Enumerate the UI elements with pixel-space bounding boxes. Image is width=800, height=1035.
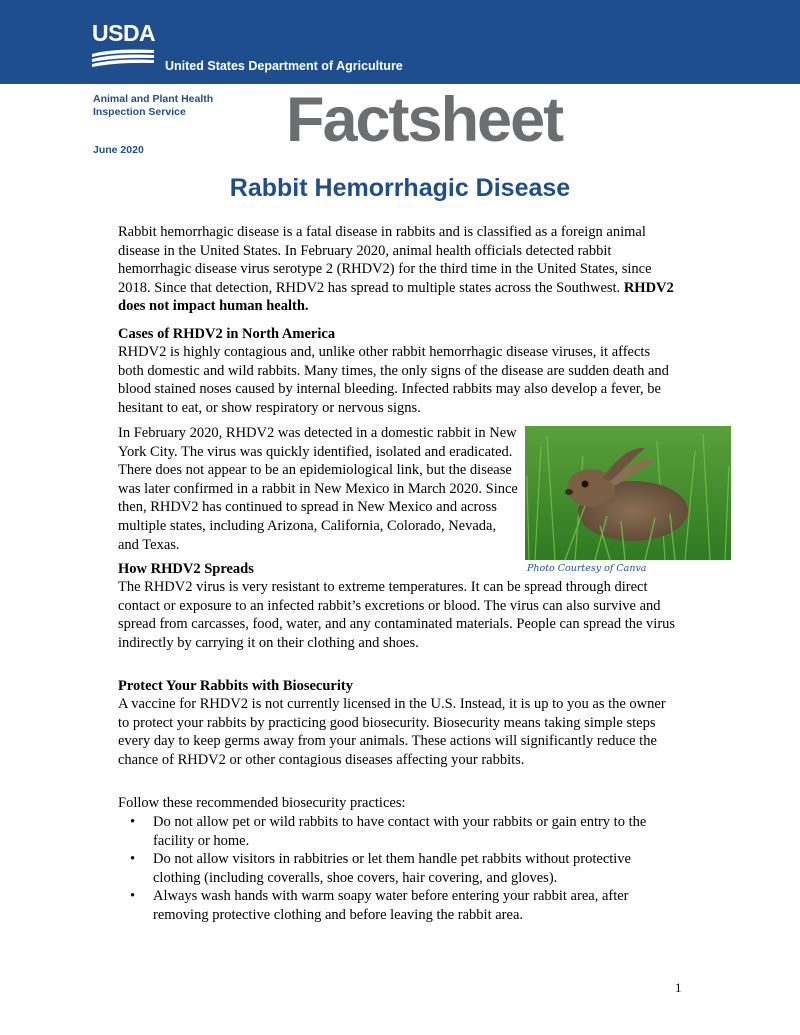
publication-date: June 2020 (93, 144, 144, 156)
bullet-icon: • (130, 851, 136, 868)
intro-paragraph (118, 223, 678, 316)
practices-intro: Follow these recommended biosecurity practices: (118, 795, 406, 811)
list-item (118, 850, 678, 887)
rabbit-in-grass-image (525, 426, 731, 560)
bullet-icon: • (130, 888, 136, 905)
cases-heading: Cases of RHDV2 in North America (118, 326, 336, 342)
list-item-text: Always wash hands with warm soapy water before entering your rabbit area, after removing protective clothing and before leaving the rabbit area. (153, 888, 629, 923)
cases-paragraph-2: In February 2020, RHDV2 was detected in a domestic rabbit in New York City. The virus was quickly identified, isolated and eradicated. There does not appear to be an epidemiological link, but the disease was later confirmed in a rabbit in New Mexico in March 2020. Since then, RHDV2 has continued to spread in New Mexico and across multiple states, including Arizona, California, Colorado, Nevada, and Texas. (118, 425, 518, 553)
header-banner (0, 0, 800, 84)
biosecurity-paragraph: A vaccine for RHDV2 is not currently licensed in the U.S. Instead, it is up to you as the owner to protect your rabbits by practicing good biosecurity. Biosecurity means taking simple steps every day to keep germs away from your animals. These actions will significantly reduce the chance of RHDV2 or other contagious diseases affecting your rabbits. (118, 696, 666, 768)
biosecurity-heading: Protect Your Rabbits with Biosecurity (118, 678, 353, 694)
page-number: 1 (675, 980, 682, 995)
practices-list (118, 813, 678, 925)
intro-bold-statement: RHDV2 does not impact human health. (118, 279, 674, 315)
bullet-icon: • (130, 814, 136, 830)
usda-logo-text: USDA (92, 20, 156, 46)
spreads-text: The RHDV2 virus is very resistant to extreme temperatures. It can be spread through direct contact or exposure to an infected rabbit’s excretions or blood. The virus can also survive and spread from carcasses, food, water, and any contaminated materials. People can spread the virus indirectly by carrying it on their clothing and shoes. (118, 579, 676, 651)
photo-caption: Photo Courtesy of Canva (527, 563, 647, 574)
agency-name: Animal and Plant Health Inspection Service (93, 93, 214, 118)
list-item-text: Do not allow pet or wild rabbits to have contact with your rabbits or gain entry to the facility or home. (153, 814, 647, 849)
spreads-paragraph (118, 578, 678, 652)
list-item (118, 813, 678, 850)
doc-type-heading: Factsheet (286, 85, 563, 155)
department-name: United States Department of Agriculture (165, 59, 403, 73)
page-title: Rabbit Hemorrhagic Disease (229, 174, 571, 202)
cases-paragraph-1: RHDV2 is highly contagious and, unlike other rabbit hemorrhagic disease viruses, it affects both domestic and wild rabbits. Many times, the only signs of the disease are sudden death and blood stained noses caused by internal bleeding. Infected rabbits may also develop a fever, be hesitant to eat, or show respiratory or nervous signs. (118, 344, 669, 416)
spreads-heading: How RHDV2 Spreads (118, 561, 254, 577)
intro-text: Rabbit hemorrhagic disease is a fatal disease in rabbits and is classified as a foreign animal disease in the United States. In February 2020, animal health officials detected rabbit hemorrhagic disease virus serotype 2 (RHDV2) for the third time in the United States, since 2018. Since that detection, RHDV2 has spread to multiple states across the Southwest. (118, 224, 652, 296)
rabbit-photo (525, 426, 731, 560)
list-item (118, 887, 678, 924)
list-item-text: Do not allow visitors in rabbitries or let them handle pet rabbits without protective clothing (including coveralls, shoe covers, hair covering, and gloves). (153, 851, 631, 886)
usda-logo (92, 22, 154, 70)
usda-swoosh-icon (92, 46, 154, 68)
